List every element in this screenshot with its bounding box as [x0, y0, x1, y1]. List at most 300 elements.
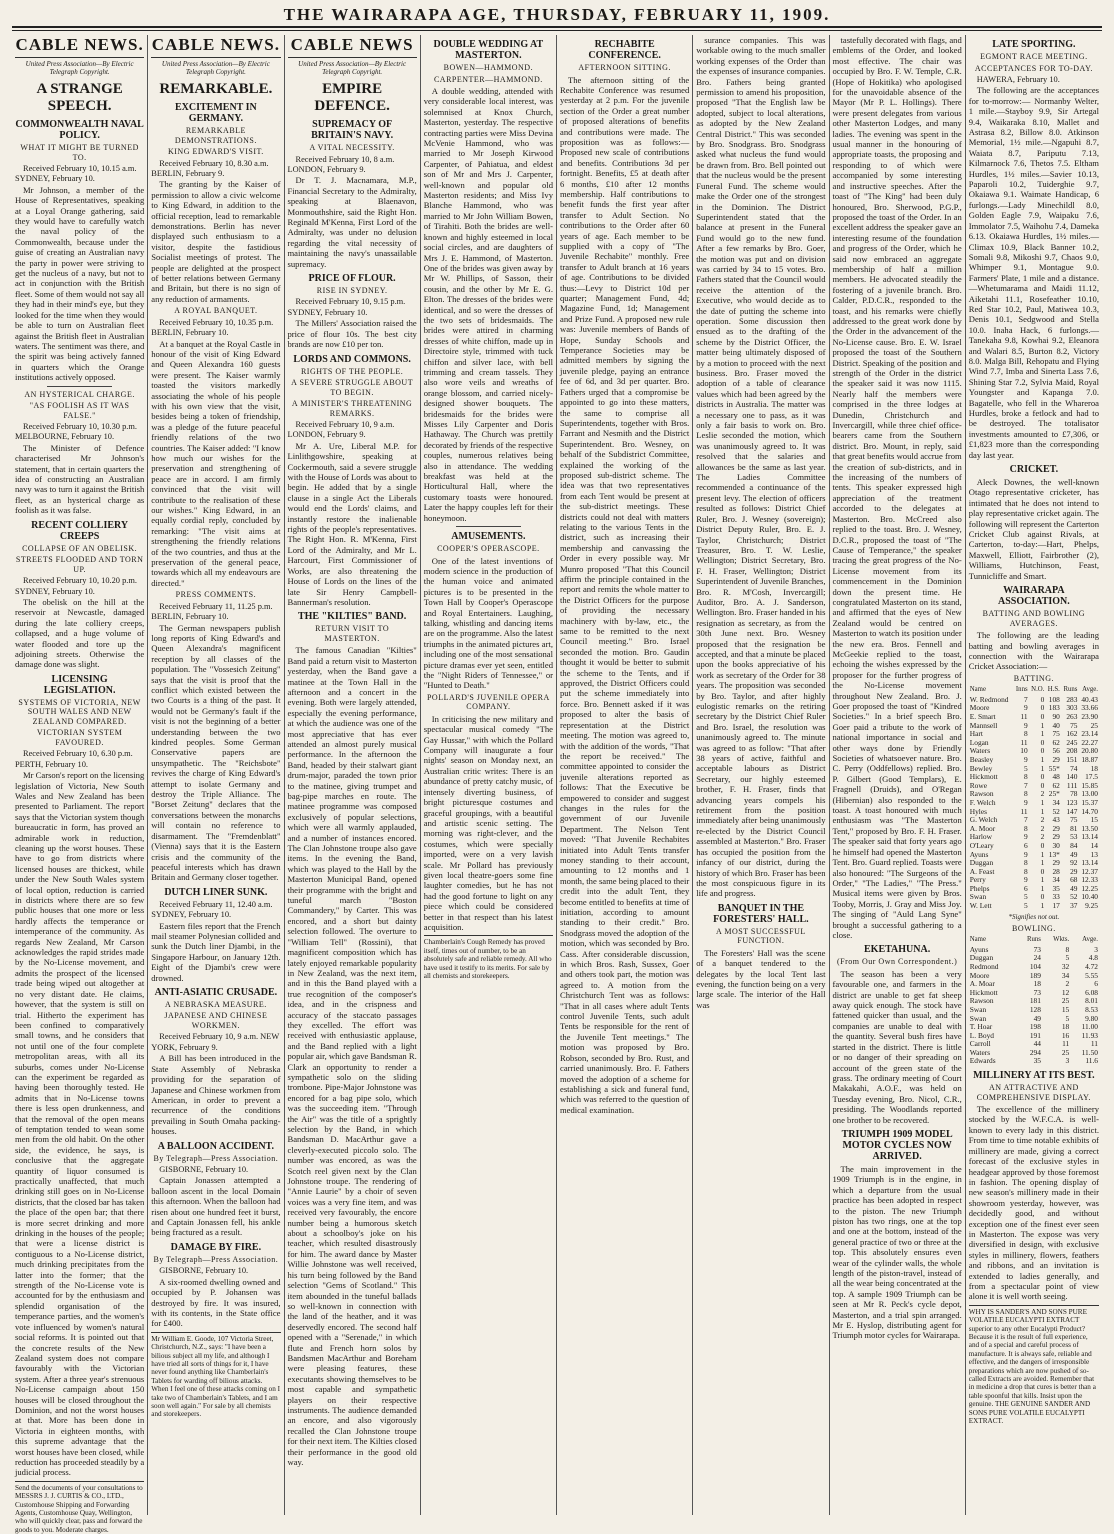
table-cell: 40.43: [1081, 694, 1098, 704]
table-cell: 92: [1070, 858, 1078, 868]
table-cell: 12.33: [1081, 875, 1098, 885]
dateline: HAWERA, February 10.: [976, 75, 1060, 84]
column-7: [830, 35, 966, 1515]
table-cell: 0: [1040, 737, 1045, 747]
table-cell: F. Welch: [969, 797, 996, 807]
article-text: The afternoon sitting of the Rechabite Conference was resumed yesterday at 2 p.m. For the juvenile section of the Order a great number of proposed alterations of benefits and contributions were made. The proposition was as follows:—Proposed new scale of contributions and benefits. Contributions 3d per fortnight. Benefits, £5 at death after 6 months, £10 after 12 months membership. Half contributions to benefit funds the first year after transfer to Adult Section. No contributions to the Order after 60 years of age. Each member to be supplied with a copy of "The Juvenile Rechabite" monthly. Free transfer to Adult branch at 16 years of age. Contributions to be divided thus:—Levy to District 10d per quarter; Management Fund, 4d; Magazine Fund, 1d; Management and Prize Fund. A proposed new rule was: Juvenile members of Bands of Hope, Sunday Schools and Temperance Societies may be admitted members by signing the juvenile pledge, paying an entrance fee of 6d, and 3d per quarter. Bro. Fathers urged that a compromise be appointed to go into these matters, the same to comprise all Superintendents, together with Bros. Farrant and Nesmith and the District Superintendent. Bro. Wesney, on behalf of the Subdistrict Committee, explained the working of the proposed sub-district scheme. The idea was that two representatives from each Tent would be present at the sub-district meetings. These districts could not deal with matters relating to the various Tents in the district, such as increasing their membership and canvassing the Order in every possible way. Mr Munro proposed "That this Council affirm the principle contained in the report and remits the whole matter to the District Officers for the purpose of providing the necessary machinery with by-law, etc., the same to be remitted to the next Council meeting." Bro. Israel seconded the motion. Bro. Gaudin thought it would be better to submit the scheme to the Tents, and if approved, the District Officers could put the scheme immediately into force. Bro. Bennett asked if it was proposed to alter the basis of representation at the District meeting. The motion was agreed to, with the addition of the words, "That the report be received." The committee appointed to consider the juvenile alterations reported as follows: That the Executive be empowered to consider and suggest changes in the rules for the government of our Juvenile Department. The Nelson Tent moved: "That Juvenile Rechabites initiated into Adult Tents transfer money standing to their account, amounting to 12 months and 1 month, the same being placed to their credit into the adult Tent, they become entitled to benefits at time of initiation, according to amount standing to their credit." Bro. Snodgrass moved the adoption of the motion, which was seconded by Bro. Cass. After considerable discussion, in which Bros. Rash, Sussex, Goer and others took part, the motion was agreed to. A motion from the Christchurch Tent was as follows: "That in all cases where adult Tents control Juvenile Tents, such adult Tents be responsible for the rent of the Juvenile Tent meetings." The motion was proposed by Bro. Robson, seconded by Bro. Rust, and carried unanimously. Bro. F. Fathers moved the adoption of a scheme for establishing a sick and funeral fund, which was referred to the question of medical examination.: [560, 74, 690, 1115]
table-cell: 8.53: [1085, 1004, 1098, 1014]
table-cell: 34: [1061, 970, 1070, 980]
table-cell: 294: [1029, 1047, 1041, 1057]
dateline: Received February 10, 9 a.m. NEW YORK, February 9.: [151, 1032, 280, 1052]
table-row: [969, 842, 1099, 851]
headline-millinery: MILLINERY AT ITS BEST.: [973, 1070, 1095, 1082]
table-cell: 90: [1052, 712, 1060, 721]
subhead: AFTERNOON SITTING.: [578, 63, 671, 72]
table-cell: 8: [1023, 772, 1028, 782]
table-cell: 74: [1070, 763, 1078, 773]
advertisement: Mr William E. Goode, 107 Victoria Street, Christchurch, N.Z., says: "I have been a bilious subject all my life, and although I have tried all sorts of things for it, I have never found anything like Chamberlain's Tablets for warding off bilious attacks. When I feel one of these attacks coming on I take two of Chamberlain's Tablets, and I am soon well again." For sale by all chemists and storekeepers.: [151, 1332, 280, 1419]
table-cell: Swan: [969, 892, 987, 902]
article-text: The famous Canadian "Kilties" Band paid a return visit to Masterton yesterday, when the Band gave a matinee at the Town Hall in the afternoon and a concert in the evening. Both were largely attended, especially the evening performance, at which the audience was one of the most appreciative that has ever attended an almost purely musical performance. In the afternoon the Band, headed by their stalwart giant drum-major, paraded the town prior to the matinee, giving trumpet and bag-pipe marches en route. The matinee programme was composed exclusively of popular selections, which were all warmly applauded, and a number of instances encored. The Clan Johnstone troupe also gave items. In the evening the Band, which was played to the Hall by the Masterton Municipal Band, opened their programme with the bright and tuneful march "Boston Commandery," by Carter. This was encored, and a short but dainty selection followed. The overture to "William Tell" (Rossini), that magnificent composition which has lately enjoyed remarkable popularity in New Zealand, was the next item, and in this the Band played with a true recognition of the composer's idea, and in the crispness and accuracy of the staccato passages they excelled. The effort was received with enthusiastic applause, and the Band replied with a light popular air, which gave Bandsman R. Clark an opportunity to render a sympathetic solo on the sliding trombone. Pipe-Major Johnstone was encored for a bag pipe solo, which was the succeeding item. "Through the Air" was the title of a sprightly selection by the Band, in which Bandsman D. MacArthur gave a cleverly-executed piccolo solo. The number was encored, as was the Scotch reel given next by the Clan Johnstone troupe. The rendering of "Annie Laurie" by a choir of seven voices was a very fine item, and was received very favourably, the encore number being a humorous sketch about a schoolboy's joke on his teacher, which resulted disastrously for him. The award dance by Master Willie Johnstone was well received, his turn being followed by the Band selection "Gems of Scotland." This item abounded in the tuneful ballads so well-known in connection with the land of the heather, and it was deservedly encored. The second half opened with a "Serenade," in which flute and French horn solos by Bandsmen MacArthur and Boreham were pleasing features, these executants showing themselves to be most capable and sympathetic players on their respective instruments. The audience demanded an encore, and also vigorously recalled the Clan Johnstone troupe for their next item. The Kilties closed their performance in the good old way.: [287, 645, 417, 1467]
table-row: [969, 868, 1099, 877]
table-cell: 5: [1023, 763, 1028, 773]
subhead: JAPANESE AND CHINESE WORKMEN.: [164, 1011, 268, 1030]
subhead: A ROYAL BANQUET.: [174, 306, 258, 316]
table-cell: 29: [1070, 866, 1078, 876]
table-cell: 2: [1040, 789, 1045, 799]
press-credit: United Press Association—By Electric Telegraph Copyright.: [298, 60, 407, 76]
table-cell: 55*: [1048, 763, 1060, 773]
headline-lords: LORDS AND COMMONS.: [293, 353, 411, 365]
table-cell: 9: [1023, 797, 1028, 807]
table-cell: 25: [1061, 1047, 1070, 1057]
subhead: A MOST SUCCESSFUL FUNCTION.: [716, 926, 806, 946]
headline-flour: PRICE OF FLOUR.: [308, 272, 396, 284]
article-text: Mr A. Ure, Liberal M.P. for Linlithgowshire, speaking at Cockermouth, said a severe struggle with the House of Lords was about to begin. He added that by a single clause in a single Act the Liberals would end the Lords' claims, and instantly restore the inalienable rights of the people's representatives. The Right Hon. R. M'Kenna, First Lord of the Admiralty, and Mr L. Harcourt, First Commissioner of Works, are also threatening the House of Lords on the lines of the late Sir Henry Campbell-Bannerman's resolution.: [287, 440, 417, 607]
dateline: Received February 10, 10.20 p.m. SYDNEY, February 10.: [15, 576, 137, 596]
masthead: THE WAIRARAPA AGE, THURSDAY, FEBRUARY 11, 1909.: [283, 5, 831, 24]
table-cell: 1: [1040, 858, 1045, 868]
table-cell: 30: [1052, 840, 1060, 850]
table-cell: 283: [1066, 694, 1078, 704]
article-text: A Bill has been introduced in the State Assembly of Nebraska providing for the separation of Japanese and Chinese workmen from American, in order to prevent a recurrence of the conditions prevailing in South Omaha packing-houses.: [151, 1053, 281, 1137]
table-cell: 8: [1065, 944, 1070, 954]
table-cell: 303: [1066, 703, 1078, 713]
table-cell: 3: [1065, 1056, 1070, 1066]
headline-anti-asiatic: ANTI-ASIATIC CRUSADE.: [154, 986, 278, 998]
subhead: A VITAL NECESSITY.: [309, 143, 395, 152]
headline-rechabite: RECHABITE CONFERENCE.: [588, 39, 661, 61]
table-cell: 2: [1065, 979, 1070, 989]
table-cell: 84: [1070, 840, 1078, 850]
subhead: COOPER'S OPERASCOPE.: [437, 544, 540, 554]
table-cell: 75: [1070, 720, 1078, 730]
headline-triumph: TRIUMPH 1909 MODEL MOTOR CYCLES NOW ARRIVED.: [841, 1128, 953, 1162]
table-cell: 43: [1052, 815, 1060, 825]
subhead: RETURN VISIT TO MASTERTON.: [315, 624, 390, 643]
table-cell: Ayuns: [969, 944, 989, 954]
table-cell: 18: [1090, 763, 1098, 773]
table-cell: Carroll: [969, 1039, 991, 1049]
table-cell: 198: [1029, 1022, 1041, 1032]
table-cell: 14.70: [1081, 806, 1098, 816]
article-text: The German newspapers publish long reports of King Edward's and Queen Alexandra's magnificent reception by all classes of the population. The "Vossesich Zeitung" says that the visit is proof that the conflict which existed between the two Courts is a thing of the past. It would not be Germany's fault if the visit is not the beginning of a better understanding between the two kindred peoples. Some German Conservative papers are unsympathetic. The "Reichsbote" revives the charge of King Edward's attempt to isolate Germany and destroy the Triple Alliance. The "Borset Zeitung" declares that the conversations between the monarchs will contain no reference to disarmament. The "Fremdenblatt" (Vienna) says that it is the Eastern crisis and the community of the peaceful interests which has drawn Britain and Germany closer together.: [151, 622, 281, 883]
table-cell: 81: [1070, 823, 1078, 833]
table-cell: Hart: [969, 729, 983, 739]
table-cell: 8.01: [1085, 996, 1098, 1006]
table-cell: 1: [1040, 901, 1045, 911]
table-cell: 68: [1070, 875, 1078, 885]
table-cell: Harlow: [969, 832, 992, 842]
table-cell: 13*: [1048, 849, 1060, 859]
table-cell: Phelps: [969, 883, 990, 893]
table-cell: Perry: [969, 875, 986, 885]
table-cell: 147: [1066, 806, 1078, 816]
table-cell: 11: [1020, 712, 1028, 721]
masthead-rule: [12, 26, 1102, 31]
article-text: The following are the leading batting and bowling averages in connection with the Wairarapa Cricket Association:—: [968, 630, 1099, 672]
table-cell: Ayuns: [969, 849, 989, 859]
table-row: [969, 885, 1099, 894]
table-cell: 62: [1052, 780, 1060, 790]
headline-amusements: AMUSEMENTS.: [451, 531, 526, 543]
table-cell: 13.14: [1081, 858, 1098, 868]
table-cell: 11.50: [1081, 1047, 1098, 1057]
subhead: VICTORIAN SYSTEM FAVOURED.: [36, 728, 123, 747]
table-cell: Duggan: [969, 953, 994, 963]
table-cell: 62: [1052, 737, 1060, 747]
subhead: By Telegraph—Press Association.: [153, 1254, 279, 1264]
table-row: [969, 722, 1099, 731]
article-text: Dr T. J. Macnamara, M.P., Financial Secretary to the Admiralty, speaking at Blaenavon, Monmouthshire, said the Right Hon. Reginald M'Kenna, First Lord of the Admiralty, was under no delusion regarding the vital necessity of maintaining the navy's unassailable supremacy.: [287, 175, 417, 269]
table-cell: 0: [1040, 780, 1045, 790]
table-cell: W. Redmond: [969, 694, 1009, 704]
table-cell: 73: [1033, 944, 1041, 954]
table-cell: 5: [1065, 1013, 1070, 1023]
article-text: The Minister of Defence characterised Mr Johnson's statement, that in certain quarters the idea of constructing an Australian navy was to turn it against the British fleet, as an hysterical charge as foolish as it was false.: [15, 442, 145, 516]
table-cell: 15.37: [1081, 797, 1098, 807]
table-cell: 52: [1052, 806, 1060, 816]
article-text: The Foresters' Hall was the scene of a banquet tendered to the delegates by the local Tent last evening, the function being on a very large scale. The interior of the Hall was: [696, 947, 826, 1010]
table-cell: 1: [1040, 849, 1045, 859]
article-text: tastefully decorated with flags, and emblems of the Order, and looked most effective. The chair was occupied by Bro. F. W. Temple, C.R. (Hope of Hokitika) who apologised for the unavoidable absence of the Mayor (Mr P. L. Hollings). There were present delegates from various other Masterton Lodges, and many ladies. The evening was spent in the usual manner in the honouring of appropriate toasts, the proposing and responding to of which were accompanied by some interesting and instructive speeches. After the toast of "The King" had been duly honoured, Bro. Sherwood, P.G.P., proposed the toast of the Order. In an excellent address the speaker gave an interesting resume of the foundation and progress of the Order, which he said now embraced an aggregate membership of half a million members. He advocated steadily the fostering of a juvenile branch. Bro. Calder, P.D.C.R., responded to the toast, and his remarks were chiefly addressed to the great work done by the Order in the advancement of the No-License cause. Bro. E. W. Israel proposed the toast of the Southern District. Speaking of the position and strength of the Order in the district the speaker said it was now 1115. Nearly half the members were comprised in the three lodges at Dunedin, Christchurch and Invercargill, while three chief office-bearers came from the Southern district. Bro. Mount, in reply, said that great benefits would accrue from the creation of sub-districts, and in the increasing of the numbers of tents. This speaker expressed high appreciation of the treatment accorded to the delegates at Masterton. Bro. McCreed also replied to the toast. Bro. J. Wesney, D.C.R., proposed the toast of "The Cause of Temperance," the speaker tracing the great progress of the No-License movement from its commencement in the Dominion down the present time. He congratulated Masterton on its stand, and affirmed that the eyes of New Zealand would be centred on Masterton to watch its position under the new era. Bros. Fennell and McGeekie replied to the toast, echoing the wishes expressed by the proposer for the further progress of the No-License movement throughout New Zealand. Bro. J. Goer proposed the toast of "Kindred Societies." In a brief speech Bro. Goer paid a tribute to the work of national importance in social and other ways done by Friendly Societies of whatsoever nature. Bro. C. Perry (Oddfellows) replied. Bro. P. Gilbert (Good Templars), E. Fragnell (Druids), and O'Regan (Hibernian) also responded to the toast. A toast honoured with much enthusiasm was "The Masterton Tent," proposed by Bro. F. H. Fraser. The speaker said that forty years ago he himself had opened the Masterton Tent. Bro. Guard replied. Toasts were also honoured: "The Surgeons of the Order," "The Ladies," "The Press." Musical items were given by Bros. Tooby, Morris, J. Gray and Miss Joy. The singing of "Auld Lang Syne" brought a successful gathering to a close.: [832, 35, 962, 940]
column-header: Avge.: [1082, 936, 1098, 944]
table-cell: 0: [1040, 866, 1045, 876]
batting-title: BATTING.: [1013, 673, 1054, 683]
table-cell: 6.08: [1085, 987, 1098, 997]
table-cell: 1: [1040, 729, 1045, 739]
table-cell: 33: [1052, 892, 1060, 902]
dateline: GISBORNE, February 10.: [159, 1266, 249, 1276]
table-cell: 13.00: [1081, 789, 1098, 799]
column-3: [285, 35, 421, 1515]
table-cell: 40: [1052, 720, 1060, 730]
dateline: GISBORNE, February 10.: [159, 1165, 249, 1175]
table-cell: Hickmott: [969, 987, 998, 997]
subhead: KING EDWARD'S VISIT.: [167, 147, 264, 156]
dateline: Received February 11, 11.25 p.m. BERLIN, February 10.: [151, 601, 273, 622]
table-cell: 33.66: [1081, 703, 1098, 713]
subhead: CARPENTER—HAMMOND.: [433, 74, 543, 84]
column-8: [966, 35, 1102, 1515]
subhead: COMMONWEALTH NAVAL POLICY.: [15, 119, 144, 141]
subhead: SUPREMACY OF BRITAIN'S NAVY.: [311, 119, 394, 141]
table-cell: 13.50: [1081, 823, 1098, 833]
table-cell: 9: [1023, 849, 1028, 859]
table-cell: Beasley: [969, 754, 994, 764]
subhead: AN ATTRACTIVE AND COMPREHENSIVE DISPLAY.: [976, 1083, 1091, 1102]
table-cell: 4.8: [1088, 953, 1098, 963]
table-cell: 25*: [1048, 789, 1060, 799]
table-cell: 6: [1094, 979, 1098, 989]
table-cell: 13: [1090, 849, 1098, 859]
table-cell: 181: [1029, 996, 1041, 1006]
table-cell: 208: [1066, 746, 1078, 756]
table-cell: 15: [1061, 1004, 1070, 1014]
table-cell: 23.14: [1081, 729, 1098, 739]
headline-kilties: THE "KILTIES" BAND.: [297, 611, 407, 623]
table-cell: 9.25: [1085, 901, 1098, 911]
cable-news-title: CABLE NEWS.: [151, 35, 280, 58]
table-cell: 11: [1062, 1039, 1070, 1049]
article-text: surance companies. This was workable owing to the much smaller working expenses of the Order than the expenses of insurance companies. Bro. Fathers being granted permission to amend his proposition, proposed "That the English law be adopted, subject to local alterations, as adopted by the New Zealand Central District." This was seconded by Bro. Snodgrass. Bro. Snodgrass asked what nucleus the fund would be drawn from. Bro. Bell pointed out that the nucleus would be the present Funeral Fund. The scheme would make the Order one of the strongest in the Dominion. The District Superintendent stated that the balance at present in the Funeral Fund would go to the new fund. After a few remarks by Bro. Goer, the motion was put and on division was carried by 34 to 15 votes. Bro. Fathers stated that the Council would receive the attention of the Executive, who would decide as to the date of putting the scheme into operation. Some discussion then ensued as to the drafting of the scheme by the District Officer, the matter being ultimately disposed of by a motion to proceed with the next business. Bro. Fraser moved the adoption of a table of clearance values which had been agreed by the districts in Australia. The matter was a necessary one to pass, as it was only a fair basis to work on. Bro. Leslie seconded the motion, which was unanimously agreed to. It was resolved that the salaries and allowances be the same as last year. The Ladies Committee recommended a continuance of the present levy. The election of officers resulted as follows: District Chief Ruler, Bro. J. Wesney (sovereign); District Deputy Ruler, Bro. E. J. Taylor, Christchurch; District Treasurer, Bro. T. W. Leslie, Wellington; District Secretary, Bro. F. H. Fraser, Wellington; District Superintendent of Juvenile Branches, Bro. R. M'Cosh, Invercargill; Auditor, Bro. A. J. Sanderson, Wellington. Bro. Fraser handed in his resignation as secretary, as from the 30th June next. Bro. Wesney proposed that the resignation be accepted, and that a minute be placed upon the books appreciative of his work as secretary of the Order for 38 years. The proposition was seconded by Bro. Taylor, and after highly eulogistic remarks on the retiring secretary by the District Chief Ruler and Bro. Israel, the resolution was unanimously agreed to. The minute was agreed to as follow: "That after 38 years of active, faithful and acceptable labours as District Secretary, our highly esteemed brother, F. H. Fraser, finds that advancing years compels his retirement from the position immediately after being unanimously re-elected by the District Council assembled at Masterton." Bro. Fraser has occupied the position from the infancy of our district, during the history of which Bro. Fraser has been the most conspicuous figure in its life and progress.: [696, 35, 826, 899]
table-cell: 7: [1023, 694, 1028, 704]
dateline: Received February 10, 8 a.m. LONDON, February 9.: [287, 154, 395, 174]
headline-late-sporting: LATE SPORTING.: [992, 39, 1076, 50]
article-text: One of the latest inventions of modern science in the production of the human voice and animated pictures is to be presented in the Town Hall by Cooper's Operascope and Royal Entertainers. Laughing, talking, whistling and dancing items are on the programme. Also the latest triumphs in the animated pictures art, including one of the most sensational picture dramas ever yet seen, entitled the "Night Riders of Tennessee," or "Hunted to Death.": [423, 555, 553, 691]
table-cell: 25: [1061, 996, 1070, 1006]
headline-remarkable: REMARKABLE.: [159, 81, 273, 97]
subhead: RISE IN SYDNEY.: [316, 285, 388, 295]
table-cell: 108: [1048, 694, 1060, 704]
table-cell: 49: [1033, 1013, 1041, 1023]
table-cell: G. Welch: [969, 815, 998, 825]
table-cell: 1: [1040, 754, 1045, 764]
subhead: SYSTEMS OF VICTORIA, NEW SOUTH WALES AND NEW ZEALAND COMPARED.: [18, 697, 141, 726]
table-cell: 7: [1023, 815, 1028, 825]
table-cell: Duggan: [969, 858, 994, 868]
table-cell: 183: [1048, 703, 1060, 713]
table-cell: 75: [1070, 815, 1078, 825]
table-cell: 10: [1020, 746, 1028, 756]
subhead: A MINISTER'S THREATENING REMARKS.: [291, 399, 413, 418]
table-cell: 29: [1052, 832, 1060, 842]
subhead: RIGHTS OF THE PEOPLE.: [300, 366, 404, 376]
table-cell: Logan: [969, 737, 989, 747]
column-1: [12, 35, 148, 1534]
subhead: By Telegraph—Press Association.: [153, 1153, 279, 1163]
article-text: At a banquet at the Royal Castle in honour of the visit of King Edward and Queen Alexandra 160 guests were present. The Kaiser warmly toasted the visitors markedly associating the whole of his people with his own view that the visit, besides being a token of friendship, was a pledge of the future peaceful friendly relations of the two countries. The Kaiser added: "I know how much our wishes for the preservation and strengthening of peace are in accord. I am firmly convinced that the visit will contribute to the realisation of these our wishes." King Edward, in an equally cordial reply, concluded by remarking: "The visit aims at strengthening the friendly relations of the two countries, and thus at the preservation of the general peace, towards which all my endeavours are directed.": [151, 338, 281, 588]
table-cell: 8: [1023, 729, 1028, 739]
dateline: Received February 11, 12.40 a.m. SYDNEY, February 10.: [151, 899, 273, 920]
table-cell: 3: [1094, 944, 1098, 954]
cable-news-title: CABLE NEWS.: [15, 35, 144, 58]
table-cell: 0: [1040, 892, 1045, 902]
table-cell: 11: [1020, 737, 1028, 747]
table-cell: A. Moor: [969, 823, 996, 833]
dateline: Received February 10, 9 a.m. LONDON, February 9.: [287, 420, 395, 440]
article-text: Captain Jonassen attempted a balloon ascent in the local Domain this afternoon. When the balloon had risen about one hundred feet it burst, and Captain Jonassen fell, his ankle being fractured as a result.: [151, 1175, 281, 1238]
table-cell: 12.37: [1081, 866, 1098, 876]
dateline: Received February 10, 10.35 p.m. BERLIN, February 10.: [151, 317, 274, 338]
table-cell: 25: [1090, 720, 1098, 730]
table-cell: 28: [1052, 866, 1060, 876]
dateline: Received February 10, 6.30 p.m. PERTH, February 10.: [15, 749, 133, 769]
table-cell: 18.87: [1081, 754, 1098, 764]
headline-banquet: BANQUET IN THE FORESTERS' HALL.: [713, 902, 809, 925]
bowling-table: [969, 935, 1099, 1066]
table-cell: 11: [1090, 1039, 1098, 1049]
headline-cricket: CRICKET.: [1009, 464, 1059, 476]
table-cell: Rowe: [969, 780, 987, 790]
table-cell: 15: [1090, 815, 1098, 825]
table-cell: 16: [1061, 1030, 1070, 1040]
subhead: ACCEPTANCES FOR TO-DAY.: [974, 63, 1093, 73]
table-cell: 13.14: [1081, 832, 1098, 842]
headline-fire: DAMAGE BY FIRE.: [170, 1241, 262, 1253]
table-cell: W. Lett: [969, 901, 992, 911]
column-header: H.S.: [1047, 686, 1060, 694]
table-row: [969, 799, 1099, 808]
headline-strange-speech: A STRANGE SPEECH.: [36, 81, 123, 114]
table-cell: 104: [1029, 961, 1041, 971]
table-cell: 5: [1023, 901, 1028, 911]
article-text: The following are the acceptances for to-morrow:— Normanby Welter, 1 mile.—Stayboy 9.9, Sir Artegal 9.4, Waikaraka 8.10, Mallet and Astrasa 8.2, Billow 8.0. Atkinson Memorial, 1½ mile.—Ngapuhi 8.7, Waiata 8.7, Pariputu 7.13, Kilmarnock 7.6, Thetos 7.5. Eltham Hurdles, 1½ miles.—Savier 10.13, Paparoli 10.2, Tuiderghie 9.7, Okaiawa 9.1. Waimate Handicap, 6 furlongs.—Lady Minechildl 8.0, Golden Eagle 7.9, Waipaku 7.6, Immolator 7.5, Waihohu 7.4, Dameka 6.13. Okaiawa Hurdles, 1½ miles.—Climax 10.9, Black Banner 10.2, Somali 9.8, Mikoshi 9.7, Chaos 9.0, Whimper 9.1, Montague 9.0. Farmers' Plate, 1 mile and a distance.—Whetumarama and Maidi 11.12, Aiketahi 11.1, Rosefeather 10.10, Red Star 10.2, Paul, Matiwea 10.3, Denis 10.1, Sedgwood and Stella 10.0. Inaha Hack, 6 furlongs.—Tanekaha 9.8, Kowhai 9.2, Eleanora and Walari 8.5, Burton 8.2, Victory 8.0. Malga Bill, Rehopatu and Flying Wind 7.7, Imba and Sinerta Lass 7.6, Shining Star 7.2, Sylvia Maid, Royal Youngster and Kapanga 7.0. Bagatelle, who fell in the Whareroa Hurdles, broke a fetlock and had to be destroyed. The totalisator investments amounted to £7,306, or £1,823 more than the corresponding day last year.: [968, 85, 1099, 460]
table-cell: 9: [1023, 875, 1028, 885]
column-header: Runs: [1026, 936, 1041, 944]
table-cell: Hickmott: [969, 772, 998, 782]
column-6: [693, 35, 829, 1515]
table-cell: Bewley: [969, 763, 993, 773]
press-credit: United Press Association—By Electric Telegraph Copyright.: [161, 60, 270, 76]
table-cell: 9: [1023, 832, 1028, 842]
table-cell: 44: [1033, 1039, 1041, 1049]
dateline: Received February 10, 8.30 a.m. BERLIN, February 9.: [151, 158, 269, 178]
press-credit: United Press Association—By Electric Telegraph Copyright.: [25, 60, 134, 76]
table-cell: Mannsell: [969, 720, 998, 730]
article-text: The obelisk on the hill at the reservoir at Newcastle, damaged during the late colliery creeps, collapsed, and a huge volume of water flooded and tore up the adjoining streets. Otherwise the damage done was slight.: [15, 597, 145, 670]
subhead: BOWEN—HAMMOND.: [443, 63, 534, 72]
table-cell: 111: [1066, 780, 1078, 790]
table-cell: 14: [1090, 840, 1098, 850]
table-cell: 35: [1033, 1056, 1041, 1066]
table-cell: 56: [1052, 746, 1060, 756]
table-cell: 1: [1040, 875, 1045, 885]
article-text: The Millers' Association raised the price of flour 10s. The best city brands are now £10 per ton.: [287, 318, 417, 350]
subhead: "AS FOOLISH AS IT WAS FALSE.": [29, 401, 130, 420]
subhead: BATTING AND BOWLING AVERAGES.: [982, 609, 1086, 628]
table-cell: 189: [1029, 970, 1041, 980]
cable-news-title: CABLE NEWS: [288, 35, 417, 58]
table-cell: Rawson: [969, 996, 994, 1006]
column-header: N.O.: [1031, 686, 1045, 694]
table-cell: 18: [1061, 1022, 1070, 1032]
table-cell: 0: [1040, 840, 1045, 850]
table-cell: 22.27: [1081, 737, 1098, 747]
article-text: The season has been a very favourable one, and farmers in the district are unable to get fat sheep away quick enough. The stock have fattened quicker than usual, and the companies are unable to deal with the quantity. Several bush fires have started in the district. There is little or no danger of their spreading on account of the green state of the grass. The ordinary meeting of Court Makakahi, A.O.F., was held on Tuesday evening, Bro. Nicol, C.R., presiding. The Woodlands reported one brother to be recovered.: [832, 968, 962, 1125]
divider: [47, 386, 112, 387]
column-4: [421, 35, 557, 1515]
subhead: (From Our Own Correspondent.): [836, 957, 958, 967]
table-cell: 5: [1065, 953, 1070, 963]
dateline: Received February 10, 10.30 p.m. MELBOURNE, February 10.: [15, 422, 137, 442]
headline-colliery: RECENT COLLIERY CREEPS: [31, 519, 129, 542]
advertisement: WHY IS SANDER'S AND SONS PURE VOLATILE EUCALYPTI EXTRACT superior to any other Eucalypti Product? Because it is the result of full experience, and of a special and careful process of manufacture. It is always safe, reliable and effective, and the dangers of irresponsible preparations which are now pushed of so-called Extracts are avoided. Remember that in medicine a drop that cures is better than a table spoonful that kills. Insist upon the genuine. THE GENUINE SANDER AND SONS PURE VOLATILE EUCALYPTI EXTRACT.: [969, 1305, 1099, 1426]
table-cell: 11.6: [1085, 1056, 1098, 1066]
table-cell: 29: [1052, 754, 1060, 764]
subhead: WHAT IT MIGHT BE TURNED TO.: [20, 143, 139, 162]
bowling-title: BOWLING.: [1011, 923, 1056, 933]
table-cell: 1: [1040, 763, 1045, 773]
table-cell: 140: [1066, 772, 1078, 782]
table-cell: 1: [1040, 883, 1045, 893]
table-cell: 11.93: [1081, 1030, 1098, 1040]
table-cell: 7: [1023, 780, 1028, 790]
advertisement: Chamberlain's Cough Remedy has proved itself, times out of number, to be an absolutely safe and reliable remedy. All who have used it testify to its merits. For sale by all chemists and storekeepers.: [424, 935, 553, 980]
headline-licensing: LICENSING LEGISLATION.: [43, 673, 116, 696]
table-cell: 4.72: [1085, 961, 1098, 971]
dateline: Received February 10, 10.15 a.m. SYDNEY, February 10.: [15, 164, 137, 184]
table-cell: 29: [1052, 823, 1060, 833]
table-cell: 23.90: [1081, 712, 1098, 721]
article-text: The excellence of the millinery stocked by the W.F.C.A. is well-known to every lady in this district. From time to time notable exhibits of millinery are made, giving a correct forecast of the exclusive styles in headgear approved by those foremost in fashion. The opening display of new season's millinery made in their showroom yesterday, however, was decidedly good, and without exception one of the finest ever seen in Masterton. The expose was very diversified in design, with exclusive styles in millinery, flowers, feathers and ribbons, and an invitation is extended to ladies generally, and from a spectacular point of view alone it is well worth seeing.: [968, 1104, 1099, 1302]
table-cell: 17: [1052, 901, 1060, 911]
table-cell: Rawson: [969, 789, 994, 799]
table-cell: 162: [1066, 729, 1078, 739]
table-cell: 0: [1040, 694, 1045, 704]
column-2: [148, 35, 284, 1515]
table-cell: Waters: [969, 746, 991, 756]
table-cell: 0: [1040, 712, 1045, 721]
article-text: Mr Carson's report on the licensing legislation of Victoria, New South Wales and New Zealand has been presented to Parliament. The report says that the Victorian system though bureaucratic in form, has proved an admirable work in reduction, cleaning up the worst houses. These have to go from districts where licensed houses are thickest, while under the New South Wales system of local option, reduction is carried in districts where there are so few public houses that one more or less hardly affects the temperance or intemperance of the community. As regards New Zealand, Mr Carson acknowledges the rapid strides made by the No-License movement, and admits the prospect of the licensed trade being wiped out altogether at no very distant date. He claims, however, that the system is still on trial. Hitherto the experiment has been confined to comparatively small towns, and he considers that not until one of the four complete metropolitan areas, with all its suburbs, comes under No-License can the experiment be regarded as having been thoroughly tested. He admits that in No-License towns there is less open drunkenness, and that the removal of the open means of temptation tended to wean some men from the old habit. On the other side, the evidence, he says, is conclusive that the aggregate quantity of liquor consumed is practically unaffected, that much drinking still goes on in No-License districts, that the closed bar has taken the place of the open bar; that there is more secret drinking and more drinking in the houses of the people; that were a license district is contiguous to a No-License district, much drinking precipitates from the latter into the former; that the strength of the No-License vote is accounted for by the enthusiasm and splendid organisation of the temperance parties, and the women's vote influenced by women's natural social reforms. It is pointed out that the concrete results of the New Zealand system does not compare favourably with the Victorian system. After a three year's strenuous No-License campaign about 150 houses will be closed throughout the Dominion, and not the worst houses at that. More has been done in Victoria in eighteen months, with this supreme advantage that the worst houses have been closed, while reduction has proceeded steadily by a judicial process.: [15, 770, 145, 1478]
table-cell: 8: [1023, 858, 1028, 868]
subhead: A NEBRASKA MEASURE.: [165, 999, 267, 1009]
table-row: [969, 1057, 1099, 1066]
table-note: *Signifies not out.: [1008, 912, 1060, 921]
table-cell: 1: [1040, 720, 1045, 730]
table-cell: 18: [1033, 979, 1041, 989]
dateline: Received February 10, 9.15 p.m. SYDNEY, February 10.: [287, 297, 406, 317]
article-text: A double wedding, attended with very considerable local interest, was solemnised at Knox Church, Masterton, yesterday. The respective contracting parties were Miss Devina McVenie Hammond, who was married to Mr Joseph Kirwood Carpenter, of Pahiatua, and eldest son of Mr and Mrs J. Carpenter, well-known and popular old Masterton residents; and Miss Ivy Blanche Hammond, who was married to Mr John William Bowen, of Tirahiti. Both the brides are well-known and highly esteemed in local social circles, and are daughters of Mrs J. E. Hammond, of Masterton. One of the brides was given away by Mr W. Phillips, of Sasson, their cousin, and the other by Mr E. G. Elton. The dresses of the brides were identical, and so were the dresses of the two sets of bridesmaids. The brides were attired in charming dresses of white chiffon, made up in Directoire style, trimmed with tuck chiffon and silver lace, with bell trimming and cream tassels. They also wore veils and wreaths of orange blossom, and carried nicely-designed shower bouquets. The bridesmaids for the brides were Misses Lily Carpenter and Doris Hathaway. The Church was prettily decorated by friends of the respective couples, numerous relatives being also in attendance. The wedding breakfast was held at the Horticultural Hall, where the customary toasts were honoured. Later the happy couples left for their honeymoon.: [423, 86, 553, 523]
table-cell: 123: [1066, 797, 1078, 807]
table-cell: Redmond: [969, 961, 999, 971]
table-cell: 11.00: [1081, 1022, 1098, 1032]
table-cell: 34: [1052, 797, 1060, 807]
table-cell: 5.55: [1085, 970, 1098, 980]
table-cell: 20.80: [1081, 746, 1098, 756]
table-cell: 17.5: [1085, 772, 1098, 782]
table-cell: A. Feast: [969, 866, 995, 876]
table-cell: 128: [1029, 1004, 1041, 1014]
subhead: PRESS COMMENTS.: [175, 590, 257, 600]
table-cell: Swan: [969, 1004, 987, 1014]
table-cell: 5: [1023, 892, 1028, 902]
table-cell: 53: [1070, 832, 1078, 842]
table-cell: 0: [1040, 746, 1045, 756]
headline-double-wedding: DOUBLE WEDDING AT MASTERTON.: [433, 39, 544, 61]
subhead: A SEVERE STRUGGLE ABOUT TO BEGIN.: [291, 378, 414, 397]
columns: [12, 35, 1102, 1534]
table-cell: T. Hoar: [969, 1022, 993, 1032]
table-cell: 37: [1070, 901, 1078, 911]
table-cell: 48: [1052, 772, 1060, 782]
table-cell: 52: [1070, 892, 1078, 902]
table-cell: Moore: [969, 703, 990, 713]
table-cell: 73: [1033, 987, 1041, 997]
article-text: In criticising the new military and spectacular musical comedy "The Gay Hussar," with which the Pollard Company will inaugurate a four nights' season on Monday next, an Australian critic writes: There is an abundance of pretty catchy music, of intensely diverting business, of bright picturesque costumes and graceful groupings, with a beautiful and artistic scenic setting. The morning was right-clever, and the costumes, which were specially imported, were on a very lavish scale. Mr Pollard has previously given local theatre-goers some fine laughter comedies, but he has not had the good fortune to light on any piece which could be considered better in that respect than his latest acquisition.: [423, 713, 553, 932]
table-cell: 11: [1020, 806, 1028, 816]
subhead: COLLAPSE OF AN OBELISK.: [22, 543, 138, 553]
table-cell: Waters: [969, 1047, 991, 1057]
table-cell: 9.80: [1085, 1013, 1098, 1023]
table-row: [969, 773, 1099, 782]
headline-eketahuna: EKETAHUNA.: [864, 944, 931, 956]
table-cell: 12.25: [1081, 883, 1098, 893]
subhead: REMARKABLE DEMONSTRATIONS.: [174, 126, 257, 145]
advertisement: Send the documents of your consultations to MESSRS J. J. CURTIS & CO., LTD., Customhouse Shipping and Forwarding Agents, Customhouse Quay, Wellington, who will quickly clear, pass and forward the goods to you. Moderate charges.: [15, 1481, 144, 1534]
table-cell: 12: [1061, 987, 1070, 997]
table-cell: E. Smart: [969, 712, 996, 721]
article-text: The main improvement in the 1909 Triumph is in the engine, in which a departure from the usual practice has been adopted in respect to the piston. The new Triumph piston has two rings, one at the top and one at the bottom, instead of the general practice of two or three at the top. This absolutely ensures even wear of the cylinder walls, the whole length of the piston-travel, instead of all the wear being concentrated at the top. A sample 1909 Triumph can be seen at Mr R. Peck's cycle depot, Masterton, and a trial spin arranged. Mr E. Hyslop, distributing agent for Triumph motor cycles for Wairarapa.: [832, 1163, 962, 1341]
subhead: STREETS FLOODED AND TORN UP.: [15, 555, 144, 574]
table-cell: 0: [1040, 772, 1045, 782]
table-cell: 9: [1023, 754, 1028, 764]
table-cell: 29: [1052, 858, 1060, 868]
headline-empire-defence: EMPIRE DEFENCE.: [314, 81, 390, 114]
table-cell: 34: [1052, 875, 1060, 885]
subhead: POLLARD'S JUVENILE OPERA COMPANY.: [426, 692, 550, 712]
table-cell: Edwards: [969, 1056, 996, 1066]
table-cell: 9: [1023, 703, 1028, 713]
